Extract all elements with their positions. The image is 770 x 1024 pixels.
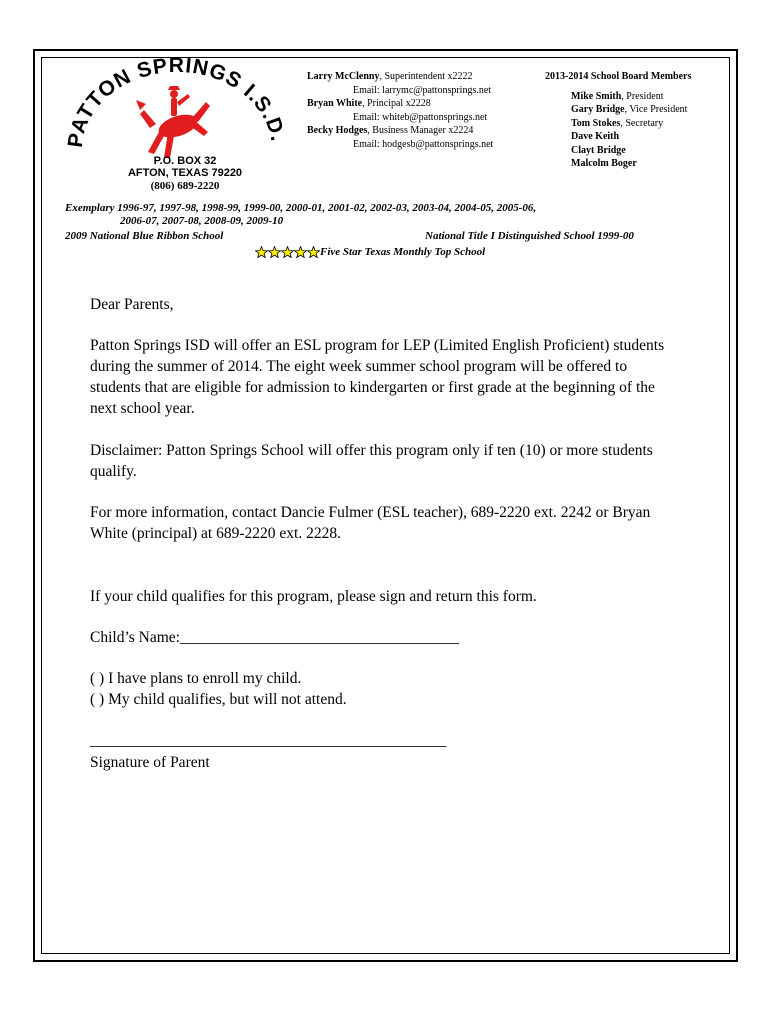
staff-row <box>307 70 493 84</box>
enroll-option[interactable]: ( ) I have plans to enroll my child. <box>90 670 302 687</box>
star-icon <box>281 246 294 258</box>
letter-greeting: Dear Parents, <box>90 296 174 313</box>
staff-role: , Superintendent x2222 <box>379 71 473 82</box>
signature-label: Signature of Parent <box>90 754 210 771</box>
staff-role: , Business Manager x2224 <box>367 125 474 136</box>
logo-po-box: P.O. BOX 32 <box>153 155 217 167</box>
board-member-role: , Vice President <box>624 104 688 115</box>
board-title: 2013-2014 School Board Members <box>545 71 692 82</box>
board-member-name: Malcolm Boger <box>571 158 637 169</box>
star-icon <box>307 246 320 258</box>
star-icon <box>255 246 268 258</box>
staff-email: Email: whiteb@pattonsprings.net <box>353 111 488 123</box>
staff-role: , Principal x2228 <box>362 98 431 109</box>
board-member <box>545 130 691 144</box>
staff-email: Email: hodgesb@pattonsprings.net <box>353 138 494 150</box>
star-icon <box>268 246 281 258</box>
board-member-name: Clayt Bridge <box>571 144 626 156</box>
board-member-name: Dave Keith <box>571 131 620 142</box>
exemplary-line-2: 2006-07, 2007-08, 2008-09, 2009-10 <box>120 215 284 227</box>
letter-instruction: If your child qualifies for this program, please sign and return this form. <box>90 588 537 605</box>
five-star-award <box>255 246 485 258</box>
staff-name: Becky Hodges <box>307 125 368 136</box>
staff-name: Larry McClenny <box>307 71 380 82</box>
staff-row <box>307 97 493 111</box>
board-member-name: Mike Smith <box>571 90 622 102</box>
bronco-rider-icon <box>136 86 210 158</box>
five-star-label: Five Star Texas Monthly Top School <box>320 246 486 258</box>
staff-row <box>307 124 493 138</box>
board-member <box>545 144 691 158</box>
board-member-name: Tom Stokes <box>571 117 621 129</box>
signature-line[interactable]: ______________________________________________ <box>90 732 447 749</box>
board-member-role: , President <box>621 90 664 102</box>
board-member-role: , Secretary <box>620 117 664 129</box>
board-member <box>545 103 691 117</box>
star-icon <box>294 246 307 258</box>
child-name-field[interactable]: Child’s Name:____________________________________ <box>90 629 459 646</box>
staff-contacts <box>307 70 493 151</box>
board-member <box>545 117 691 131</box>
logo-phone: (806) 689-2220 <box>150 180 220 192</box>
logo-arc-textpath: PATTON SPRINGS I.S.D. <box>63 53 290 149</box>
exemplary-line-1: Exemplary 1996-97, 1997-98, 1998-99, 1999-00, 2000-01, 2001-02, 2002-03, 2003-04, 2004-05, 2005-06, <box>65 202 537 214</box>
logo-city: AFTON, TEXAS 79220 <box>127 167 243 179</box>
letter-paragraph-1: Patton Springs ISD will offer an ESL program for LEP (Limited English Proficient) students during the summer of 2014. The eight week summer school program will be offered to students that are eligible for admission to kindergarten or first grade at the beginning of the next school year. <box>90 337 665 417</box>
blue-ribbon-award: 2009 National Blue Ribbon School <box>65 230 224 242</box>
letter-paragraph-3: For more information, contact Dancie Fulmer (ESL teacher), 689-2220 ext. 2242 or Bryan White (principal) at 689-2220 ext. 2228. <box>90 504 651 542</box>
staff-name: Bryan White <box>307 98 363 109</box>
letter-paragraph-2: Disclaimer: Patton Springs School will offer this program only if ten (10) or more students qualify. <box>90 442 653 480</box>
title-one-award: National Title I Distinguished School 1999-00 <box>425 230 634 242</box>
board-member <box>545 90 691 104</box>
staff-email: Email: larrymc@pattonsprings.net <box>353 84 492 96</box>
board-member-name: Gary Bridge <box>571 104 625 115</box>
board-member <box>545 157 691 171</box>
not-attend-option[interactable]: ( ) My child qualifies, but will not attend. <box>90 691 347 708</box>
school-board <box>545 70 691 171</box>
